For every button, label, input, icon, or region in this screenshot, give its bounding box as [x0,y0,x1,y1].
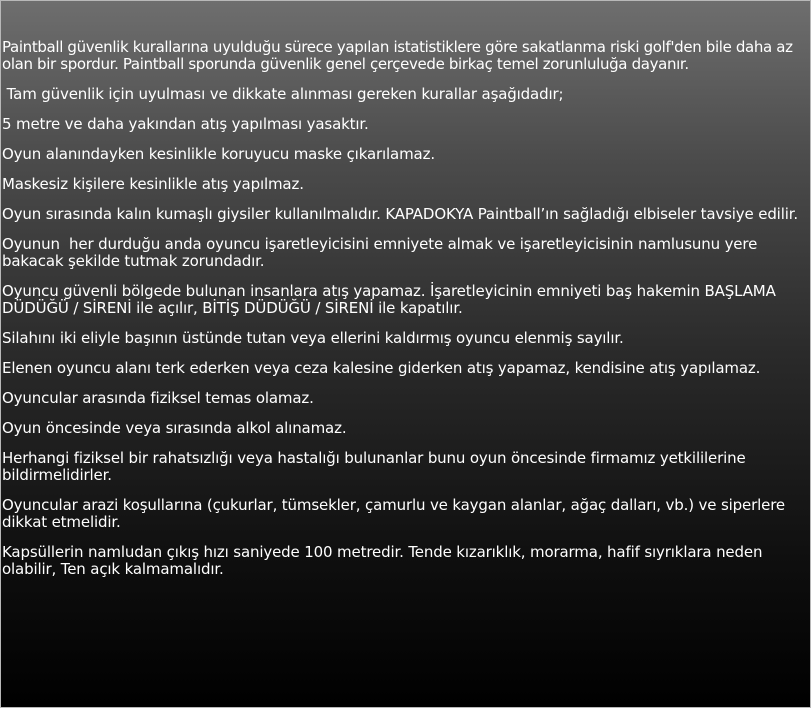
rule-item: Oyunun her durduğu anda oyuncu işaretleyicisini emniyete almak ve işaretleyicisinin namlusunu yere bakacak şekilde tutmak zorundadır. [2,235,762,270]
intro-paragraph: Paintball güvenlik kurallarına uyulduğu sürece yapılan istatistiklere göre sakatlanma riski golf'den bile daha az olan bir spordur. Paintball sporunda güvenlik genel çerçevede birkaç temel zorunluluğa dayanır. [2,38,793,73]
rule-item: Elenen oyuncu alanı terk ederken veya ceza kalesine giderken atış yapamaz, kendisine atış yapılamaz. [2,359,761,377]
rules-heading: Tam güvenlik için uyulması ve dikkate alınması gereken kurallar aşağıdadır; [2,85,564,103]
rule-item: Maskesiz kişilere kesinlikle atış yapılmaz. [2,175,304,193]
rule-item: Oyun sırasında kalın kumaşlı giysiler kullanılmalıdır. KAPADOKYA Paintball’ın sağladığı elbiseler tavsiye edilir. [2,205,798,223]
rule-item: 5 metre ve daha yakından atış yapılması yasaktır. [2,115,369,133]
rule-item: Kapsüllerin namludan çıkış hızı saniyede 100 metredir. Tende kızarıklık, morarma, hafif sıyrıklara neden olabilir, Ten açık kalmamalıdır. [2,543,763,578]
rule-item: Oyuncu güvenli bölgede bulunan insanlara atış yapamaz. İşaretleyicinin emniyeti baş hakemin BAŞLAMA DÜDÜĞÜ / SİRENİ ile açılır, BİTİŞ DÜDÜĞÜ / SİRENİ ile kapatılır. [2,282,776,317]
rule-item: Oyun öncesinde veya sırasında alkol alınamaz. [2,419,347,437]
rule-item: Herhangi fiziksel bir rahatsızlığı veya hastalığı bulunanlar bunu oyun öncesinde firmamız yetkililerine bildirmelidirler. [2,449,746,484]
rule-item: Oyun alanındayken kesinlikle koruyucu maske çıkarılamaz. [2,145,435,163]
rule-item: Oyuncular arazi koşullarına (çukurlar, tümsekler, çamurlu ve kaygan alanlar, ağaç dalları, vb.) ve siperlere dikkat etmelidir. [2,496,785,531]
rule-item: Silahını iki eliyle başının üstünde tutan veya ellerini kaldırmış oyuncu elenmiş sayılır. [2,329,624,347]
rule-item: Oyuncular arasında fiziksel temas olamaz. [2,389,314,407]
